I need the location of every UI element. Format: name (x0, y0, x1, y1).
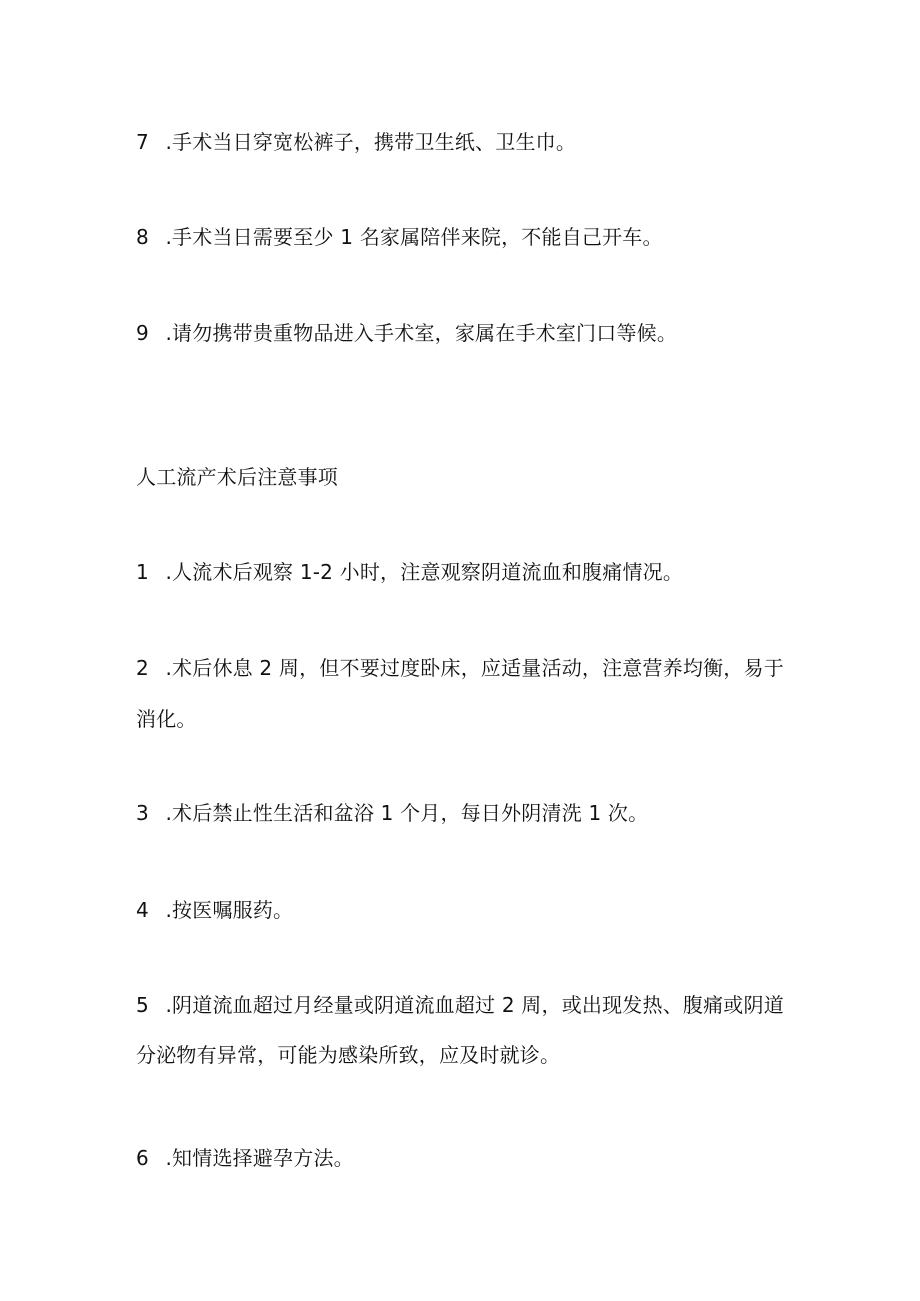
item-number: 5 (136, 993, 149, 1017)
list-item (136, 798, 648, 828)
item-text: .知情选择避孕方法。 (165, 1146, 354, 1170)
item-number: 1 (136, 560, 149, 584)
item-number: 7 (136, 130, 149, 154)
item-text: .手术当日需要至少 1 名家属陪伴来院，不能自己开车。 (165, 225, 663, 249)
item-number: 3 (136, 801, 149, 825)
list-item (136, 653, 784, 683)
list-item (136, 318, 677, 348)
list-item (136, 1143, 354, 1173)
item-number: 9 (136, 321, 149, 345)
item-text: .术后禁止性生活和盆浴 1 个月，每日外阴清洗 1 次。 (165, 801, 649, 825)
list-item (136, 222, 663, 252)
item-text: .人流术后观察 1-2 小时，注意观察阴道流血和腹痛情况。 (165, 560, 684, 584)
item-text: .手术当日穿宽松裤子，携带卫生纸、卫生巾。 (165, 130, 577, 154)
section-title: 人工流产术后注意事项 (136, 465, 338, 489)
item-text-continuation: 消化。 (136, 707, 197, 731)
item-number: 8 (136, 225, 149, 249)
item-number: 6 (136, 1146, 149, 1170)
item-text: .阴道流血超过月经量或阴道流血超过 2 周，或出现发热、腹痛或阴道 (165, 993, 784, 1017)
item-text: .请勿携带贵重物品进入手术室，家属在手术室门口等候。 (165, 321, 678, 345)
item-number: 2 (136, 656, 149, 680)
list-item (136, 895, 293, 925)
item-text: .术后休息 2 周，但不要过度卧床，应适量活动，注意营养均衡，易于 (165, 656, 784, 680)
item-text-continuation: 分泌物有异常，可能为感染所致，应及时就诊。 (136, 1043, 561, 1067)
list-item (136, 990, 784, 1020)
list-item (136, 127, 576, 157)
item-number: 4 (136, 898, 149, 922)
item-text: .按医嘱服药。 (165, 898, 294, 922)
list-item (136, 557, 683, 587)
